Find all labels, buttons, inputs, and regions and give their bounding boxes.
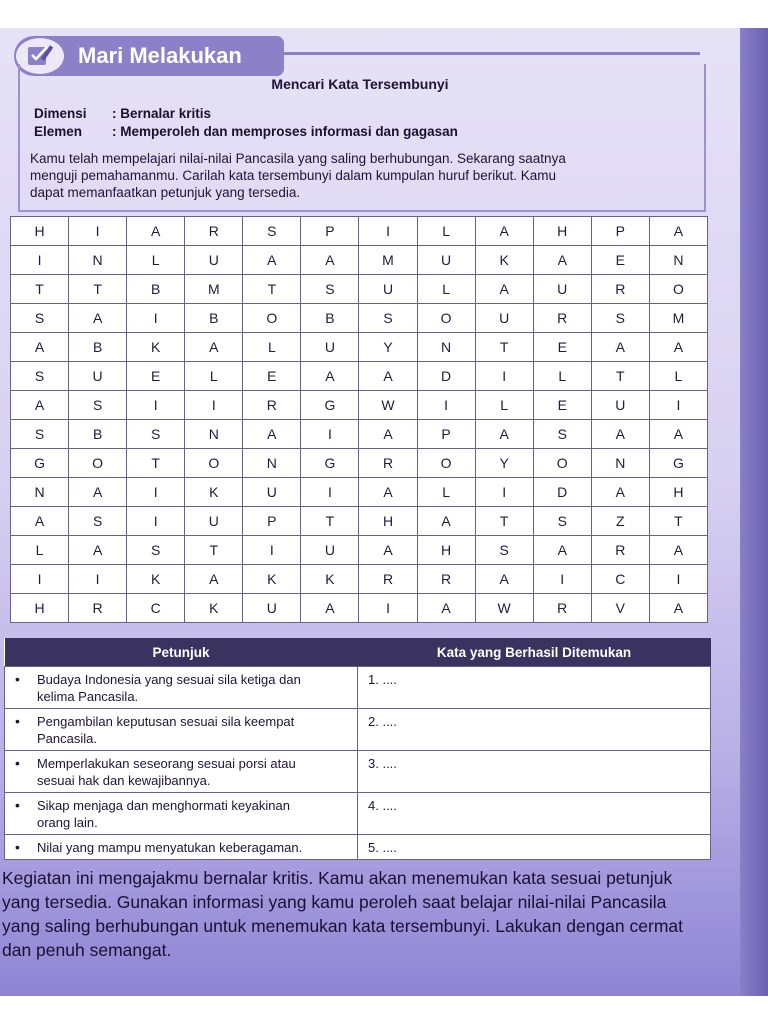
- grid-row: [11, 333, 708, 362]
- dimensi-row: [34, 106, 211, 121]
- grid-cell[interactable]: A: [417, 507, 475, 536]
- grid-cell[interactable]: A: [533, 536, 591, 565]
- grid-cell[interactable]: O: [185, 449, 243, 478]
- grid-cell[interactable]: T: [591, 362, 649, 391]
- footer-paragraph: [2, 866, 732, 962]
- grid-cell[interactable]: K: [243, 565, 301, 594]
- grid-cell[interactable]: T: [243, 275, 301, 304]
- grid-cell[interactable]: C: [591, 565, 649, 594]
- clue-cell: [5, 835, 358, 860]
- grid-cell[interactable]: O: [649, 275, 707, 304]
- grid-cell[interactable]: K: [127, 565, 185, 594]
- grid-cell[interactable]: R: [69, 594, 127, 623]
- clue-cell: [5, 709, 358, 751]
- grid-cell[interactable]: B: [185, 304, 243, 333]
- grid-row: [11, 449, 708, 478]
- grid-row: [11, 565, 708, 594]
- grid-cell[interactable]: N: [417, 333, 475, 362]
- bullet-icon: •: [15, 797, 20, 813]
- grid-cell[interactable]: M: [359, 246, 417, 275]
- grid-cell[interactable]: T: [475, 333, 533, 362]
- grid-cell[interactable]: B: [127, 275, 185, 304]
- grid-cell[interactable]: I: [11, 246, 69, 275]
- grid-cell[interactable]: H: [11, 217, 69, 246]
- grid-cell[interactable]: L: [649, 362, 707, 391]
- elemen-label: Elemen: [34, 124, 83, 139]
- grid-cell[interactable]: A: [11, 391, 69, 420]
- grid-cell[interactable]: I: [359, 594, 417, 623]
- grid-cell[interactable]: M: [649, 304, 707, 333]
- grid-cell[interactable]: H: [11, 594, 69, 623]
- dimensi-value: : Bernalar kritis: [112, 106, 212, 121]
- grid-cell[interactable]: G: [301, 391, 359, 420]
- grid-cell[interactable]: Y: [475, 449, 533, 478]
- grid-cell[interactable]: T: [301, 507, 359, 536]
- grid-cell[interactable]: A: [591, 333, 649, 362]
- grid-cell[interactable]: U: [185, 246, 243, 275]
- grid-cell[interactable]: B: [69, 420, 127, 449]
- grid-row: [11, 275, 708, 304]
- grid-cell[interactable]: A: [301, 362, 359, 391]
- grid-cell[interactable]: A: [649, 420, 707, 449]
- grid-cell[interactable]: E: [127, 362, 185, 391]
- section-title: Mari Melakukan: [78, 43, 242, 68]
- grid-cell[interactable]: T: [11, 275, 69, 304]
- grid-cell[interactable]: S: [69, 507, 127, 536]
- grid-cell[interactable]: A: [417, 594, 475, 623]
- grid-row: [11, 536, 708, 565]
- grid-cell[interactable]: U: [591, 391, 649, 420]
- grid-cell[interactable]: O: [417, 449, 475, 478]
- grid-cell[interactable]: D: [533, 478, 591, 507]
- grid-cell[interactable]: O: [417, 304, 475, 333]
- footer-line: yang saling berhubungan untuk menemukan kata tersembunyi. Lakukan dengan cermat: [2, 916, 683, 936]
- grid-cell[interactable]: T: [185, 536, 243, 565]
- grid-cell[interactable]: I: [475, 362, 533, 391]
- grid-cell[interactable]: D: [417, 362, 475, 391]
- grid-cell[interactable]: H: [533, 217, 591, 246]
- grid-cell[interactable]: L: [475, 391, 533, 420]
- grid-cell[interactable]: V: [591, 594, 649, 623]
- grid-cell[interactable]: N: [11, 478, 69, 507]
- grid-cell[interactable]: N: [69, 246, 127, 275]
- grid-cell[interactable]: R: [533, 304, 591, 333]
- answer-cell[interactable]: 3. ....: [358, 751, 711, 793]
- grid-cell[interactable]: G: [301, 449, 359, 478]
- grid-cell[interactable]: E: [243, 362, 301, 391]
- grid-cell[interactable]: I: [127, 478, 185, 507]
- grid-cell[interactable]: U: [417, 246, 475, 275]
- grid-cell[interactable]: A: [649, 217, 707, 246]
- clue-cell: [5, 751, 358, 793]
- clue-text: Budaya Indonesia yang sesuai sila ketiga dan: [37, 672, 301, 687]
- grid-cell[interactable]: I: [417, 391, 475, 420]
- dimensi-label: Dimensi: [34, 106, 87, 121]
- grid-cell[interactable]: I: [127, 391, 185, 420]
- grid-cell[interactable]: S: [533, 420, 591, 449]
- intro-paragraph: [30, 150, 700, 201]
- bullet-icon: •: [15, 755, 20, 771]
- grid-cell[interactable]: A: [127, 217, 185, 246]
- answer-column-header: Kata yang Berhasil Ditemukan: [358, 638, 711, 667]
- grid-cell[interactable]: U: [243, 594, 301, 623]
- grid-cell[interactable]: I: [301, 420, 359, 449]
- grid-cell[interactable]: K: [301, 565, 359, 594]
- grid-cell[interactable]: I: [475, 478, 533, 507]
- answer-cell[interactable]: 5. ....: [358, 835, 711, 860]
- grid-cell[interactable]: O: [243, 304, 301, 333]
- grid-cell[interactable]: S: [475, 536, 533, 565]
- grid-cell[interactable]: A: [475, 217, 533, 246]
- clue-column-header: Petunjuk: [5, 638, 358, 667]
- clue-row: [5, 667, 711, 709]
- clue-text: sesuai hak dan kewajibannya.: [37, 773, 211, 788]
- grid-cell[interactable]: A: [475, 565, 533, 594]
- clue-text: Pengambilan keputusan sesuai sila keempat: [37, 714, 295, 729]
- elemen-row: [34, 124, 458, 139]
- word-search-grid: [10, 216, 708, 623]
- grid-cell[interactable]: I: [127, 304, 185, 333]
- bullet-icon: •: [15, 671, 20, 687]
- grid-cell[interactable]: S: [243, 217, 301, 246]
- clue-cell: [5, 793, 358, 835]
- clue-text: Nilai yang mampu menyatukan keberagaman.: [37, 840, 303, 855]
- grid-cell[interactable]: P: [591, 217, 649, 246]
- grid-cell[interactable]: P: [243, 507, 301, 536]
- grid-cell[interactable]: H: [359, 507, 417, 536]
- grid-cell[interactable]: I: [359, 217, 417, 246]
- grid-cell[interactable]: R: [417, 565, 475, 594]
- grid-cell[interactable]: C: [127, 594, 185, 623]
- grid-cell[interactable]: A: [649, 333, 707, 362]
- grid-cell[interactable]: K: [475, 246, 533, 275]
- grid-cell[interactable]: T: [649, 507, 707, 536]
- footer-line: yang tersedia. Gunakan informasi yang kamu peroleh saat belajar nilai-nilai Pancasila: [2, 892, 667, 912]
- grid-cell[interactable]: N: [649, 246, 707, 275]
- grid-cell[interactable]: I: [301, 478, 359, 507]
- grid-cell[interactable]: U: [243, 478, 301, 507]
- grid-cell[interactable]: I: [127, 507, 185, 536]
- intro-line: dapat memanfaatkan petunjuk yang tersedia.: [30, 185, 301, 200]
- footer-line: Kegiatan ini mengajakmu bernalar kritis. Kamu akan menemukan kata sesuai petunjuk: [2, 868, 673, 888]
- grid-cell[interactable]: L: [185, 362, 243, 391]
- grid-cell[interactable]: I: [11, 565, 69, 594]
- grid-row: [11, 391, 708, 420]
- grid-cell[interactable]: U: [301, 333, 359, 362]
- grid-cell[interactable]: R: [591, 536, 649, 565]
- page-edge-shadow: [740, 28, 768, 996]
- grid-cell[interactable]: A: [359, 536, 417, 565]
- grid-row: [11, 362, 708, 391]
- clue-text: Pancasila.: [37, 731, 97, 746]
- grid-cell[interactable]: I: [649, 565, 707, 594]
- clue-cell: [5, 667, 358, 709]
- grid-cell[interactable]: S: [359, 304, 417, 333]
- grid-cell[interactable]: W: [359, 391, 417, 420]
- grid-cell[interactable]: S: [69, 391, 127, 420]
- grid-cell[interactable]: E: [533, 333, 591, 362]
- grid-cell[interactable]: S: [11, 362, 69, 391]
- grid-cell[interactable]: S: [11, 420, 69, 449]
- grid-cell[interactable]: O: [533, 449, 591, 478]
- grid-cell[interactable]: U: [475, 304, 533, 333]
- intro-line: menguji pemahamanmu. Carilah kata tersembunyi dalam kumpulan huruf berikut. Kamu: [30, 168, 557, 183]
- grid-cell[interactable]: U: [359, 275, 417, 304]
- grid-cell[interactable]: I: [533, 565, 591, 594]
- grid-cell[interactable]: I: [185, 391, 243, 420]
- grid-cell[interactable]: A: [301, 246, 359, 275]
- answer-cell[interactable]: 4. ....: [358, 793, 711, 835]
- grid-cell[interactable]: R: [359, 449, 417, 478]
- grid-cell[interactable]: A: [591, 420, 649, 449]
- grid-cell[interactable]: A: [533, 246, 591, 275]
- grid-cell[interactable]: T: [127, 449, 185, 478]
- grid-cell[interactable]: T: [475, 507, 533, 536]
- grid-cell[interactable]: S: [591, 304, 649, 333]
- grid-cell[interactable]: P: [417, 420, 475, 449]
- grid-cell[interactable]: L: [417, 275, 475, 304]
- grid-cell[interactable]: I: [649, 391, 707, 420]
- clue-table: [4, 638, 711, 860]
- grid-cell[interactable]: E: [533, 391, 591, 420]
- grid-cell[interactable]: K: [127, 333, 185, 362]
- grid-cell[interactable]: R: [533, 594, 591, 623]
- grid-cell[interactable]: R: [185, 217, 243, 246]
- grid-cell[interactable]: A: [301, 594, 359, 623]
- grid-cell[interactable]: A: [475, 420, 533, 449]
- answer-cell[interactable]: 2. ....: [358, 709, 711, 751]
- grid-cell[interactable]: L: [533, 362, 591, 391]
- grid-cell[interactable]: S: [533, 507, 591, 536]
- header-rule: [280, 52, 700, 55]
- grid-row: [11, 246, 708, 275]
- grid-cell[interactable]: A: [359, 478, 417, 507]
- grid-cell[interactable]: M: [185, 275, 243, 304]
- grid-cell[interactable]: S: [11, 304, 69, 333]
- grid-cell[interactable]: K: [185, 594, 243, 623]
- clue-row: [5, 751, 711, 793]
- grid-row: [11, 594, 708, 623]
- bullet-icon: •: [15, 713, 20, 729]
- grid-cell[interactable]: H: [417, 536, 475, 565]
- activity-title: Mencari Kata Tersembunyi: [271, 76, 449, 92]
- grid-cell[interactable]: R: [359, 565, 417, 594]
- grid-row: [11, 478, 708, 507]
- clue-text: Sikap menjaga dan menghormati keyakinan: [37, 798, 290, 813]
- grid-cell[interactable]: L: [127, 246, 185, 275]
- grid-cell[interactable]: U: [185, 507, 243, 536]
- grid-cell[interactable]: R: [243, 391, 301, 420]
- grid-row: [11, 304, 708, 333]
- grid-cell[interactable]: A: [649, 594, 707, 623]
- grid-cell[interactable]: A: [243, 246, 301, 275]
- grid-cell[interactable]: B: [301, 304, 359, 333]
- grid-cell[interactable]: H: [649, 478, 707, 507]
- footer-line: dan penuh semangat.: [2, 940, 172, 960]
- grid-cell[interactable]: A: [69, 478, 127, 507]
- grid-cell[interactable]: A: [243, 420, 301, 449]
- grid-cell[interactable]: K: [185, 478, 243, 507]
- answer-cell[interactable]: 1. ....: [358, 667, 711, 709]
- grid-cell[interactable]: A: [185, 333, 243, 362]
- grid-cell[interactable]: A: [11, 507, 69, 536]
- grid-row: [11, 507, 708, 536]
- bullet-icon: •: [15, 839, 20, 855]
- grid-cell[interactable]: I: [243, 536, 301, 565]
- grid-cell[interactable]: G: [649, 449, 707, 478]
- grid-cell[interactable]: A: [591, 478, 649, 507]
- grid-cell[interactable]: O: [69, 449, 127, 478]
- grid-cell[interactable]: L: [11, 536, 69, 565]
- grid-cell[interactable]: N: [591, 449, 649, 478]
- grid-cell[interactable]: T: [69, 275, 127, 304]
- grid-cell[interactable]: I: [69, 217, 127, 246]
- grid-cell[interactable]: Z: [591, 507, 649, 536]
- grid-cell[interactable]: L: [417, 217, 475, 246]
- grid-cell[interactable]: U: [533, 275, 591, 304]
- grid-cell[interactable]: A: [475, 275, 533, 304]
- grid-row: [11, 217, 708, 246]
- grid-cell[interactable]: P: [301, 217, 359, 246]
- grid-cell[interactable]: A: [359, 362, 417, 391]
- clue-row: [5, 835, 711, 860]
- grid-cell[interactable]: Y: [359, 333, 417, 362]
- grid-cell[interactable]: A: [69, 536, 127, 565]
- grid-cell[interactable]: A: [11, 333, 69, 362]
- grid-cell[interactable]: L: [417, 478, 475, 507]
- clue-row: [5, 793, 711, 835]
- clue-text: Memperlakukan seseorang sesuai porsi atau: [37, 756, 296, 771]
- grid-cell[interactable]: A: [649, 536, 707, 565]
- grid-cell[interactable]: B: [69, 333, 127, 362]
- grid-cell[interactable]: I: [69, 565, 127, 594]
- grid-cell[interactable]: S: [127, 536, 185, 565]
- grid-cell[interactable]: N: [243, 449, 301, 478]
- elemen-value: : Memperoleh dan memproses informasi dan gagasan: [112, 124, 458, 139]
- grid-cell[interactable]: G: [11, 449, 69, 478]
- grid-cell[interactable]: W: [475, 594, 533, 623]
- grid-cell[interactable]: E: [591, 246, 649, 275]
- grid-cell[interactable]: U: [69, 362, 127, 391]
- intro-line: Kamu telah mempelajari nilai-nilai Pancasila yang saling berhubungan. Sekarang saatnya: [30, 151, 566, 166]
- grid-cell[interactable]: A: [185, 565, 243, 594]
- clue-text: kelima Pancasila.: [37, 689, 139, 704]
- grid-cell[interactable]: S: [127, 420, 185, 449]
- clue-text: orang lain.: [37, 815, 98, 830]
- grid-cell[interactable]: L: [243, 333, 301, 362]
- grid-row: [11, 420, 708, 449]
- grid-cell[interactable]: S: [301, 275, 359, 304]
- grid-cell[interactable]: U: [301, 536, 359, 565]
- grid-cell[interactable]: N: [185, 420, 243, 449]
- grid-cell[interactable]: A: [359, 420, 417, 449]
- clue-row: [5, 709, 711, 751]
- grid-cell[interactable]: A: [69, 304, 127, 333]
- grid-cell[interactable]: R: [591, 275, 649, 304]
